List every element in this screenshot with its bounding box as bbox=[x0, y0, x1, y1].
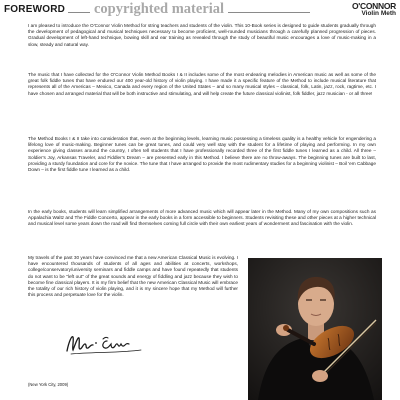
brand-logo bbox=[352, 2, 396, 18]
paragraph-beginner-tunes: The Method Books I & II take into consideration that, even at the beginning levels, learning music possessing a timeless quality is a healthy vehicle for engendering a lifelong love of music-making. Beginner tunes can be great tunes, and could very well stay with the student for a lifetime of playing and performing. In my own experience giving classes around the country, I often tell students that I have professionally recorded three of the first fiddle tunes I learned as a child. All three – Soldier's Joy, Arkansas Traveler, and Fiddler's Dream – are presented early in this Method. I believe there are no throw-aways. The beginning tunes are built to last, providing a sturdy foundation and core for the novice. The tune that I have arranged to provide the most rudimentary studies for a beginning violinist – Boil 'em Cabbage Down – is the first fiddle tune I learned as a child. bbox=[28, 136, 376, 173]
section-title: FOREWORD bbox=[4, 4, 68, 15]
paragraph-american-classical: My travels of the past 30 years have convinced me that a new American Classical Music is evolving. I have encountered thousands of students of all ages and abilities at concerts, workshops, college/conservatory/university seminars and fiddle camps and have found repeatedly that students do not want to be "left out" of the great sounds and energy of fiddling and jazz because they wish to become fine classical players. It is my firm belief that the new American Classical Music will embrace the totality of our rich history of violin playing, and it is my sincere hope that my Method will further this process and perpetuate love for the violin. bbox=[28, 255, 238, 298]
signature-image bbox=[63, 331, 148, 358]
brand-logo-top: O'CONNOR bbox=[351, 1, 396, 11]
brand-logo-bottom: Violin Meth bbox=[361, 10, 396, 17]
paragraph-intro: I am pleased to introduce the O'Connor Violin Method for string teachers and students of the violin. This 10-Book series is designed to guide students gradually through the development of pedagogical and musical techniques necessary to become proficient, well-rounded musicians through a carefully planned progression of pieces. Gradual development of left-hand technique, bowing skill and ear training as revealed through the study of beautiful music encourages a love of music-making in a slow, steady and natural way. bbox=[28, 23, 376, 47]
page-header bbox=[0, 0, 400, 22]
paragraph-early-books: In the early books, students will learn simplified arrangements of more advanced music which will appear later in the Method. Many of my own compositions such as Appalachia Waltz and The Fiddle Concerto, appear in the early books in a form accessible to beginners. Students revisiting these and other pieces at a higher technical and musical level some years down the road will find themselves coming full circle with their own earliest years of wonderment and fascination with the violin. bbox=[28, 209, 376, 227]
copyright-watermark: copyrighted material bbox=[90, 1, 228, 18]
paragraph-music-collection: The music that I have collected for the O'Connor Violin Method Books I & II includes some of the most endearing melodies in American music as well as some of the great folk fiddle tunes that have endured our 400 year-old history of violin playing. I have made it a specific feature of the Method to include musical literature that represents all of the Americas – Mexico, Canada and every region of the United States – and so many musical styles – classical, folk, Latin, jazz, rock, ragtime, etc. I have chosen and arranged material that will be both instructive and stimulating, and will help create the future classical violinist, folk fiddler, jazz musician - or all three! bbox=[28, 72, 376, 96]
place-date-note: (New York City, 2009) bbox=[28, 382, 69, 387]
violinist-photo bbox=[248, 258, 382, 400]
